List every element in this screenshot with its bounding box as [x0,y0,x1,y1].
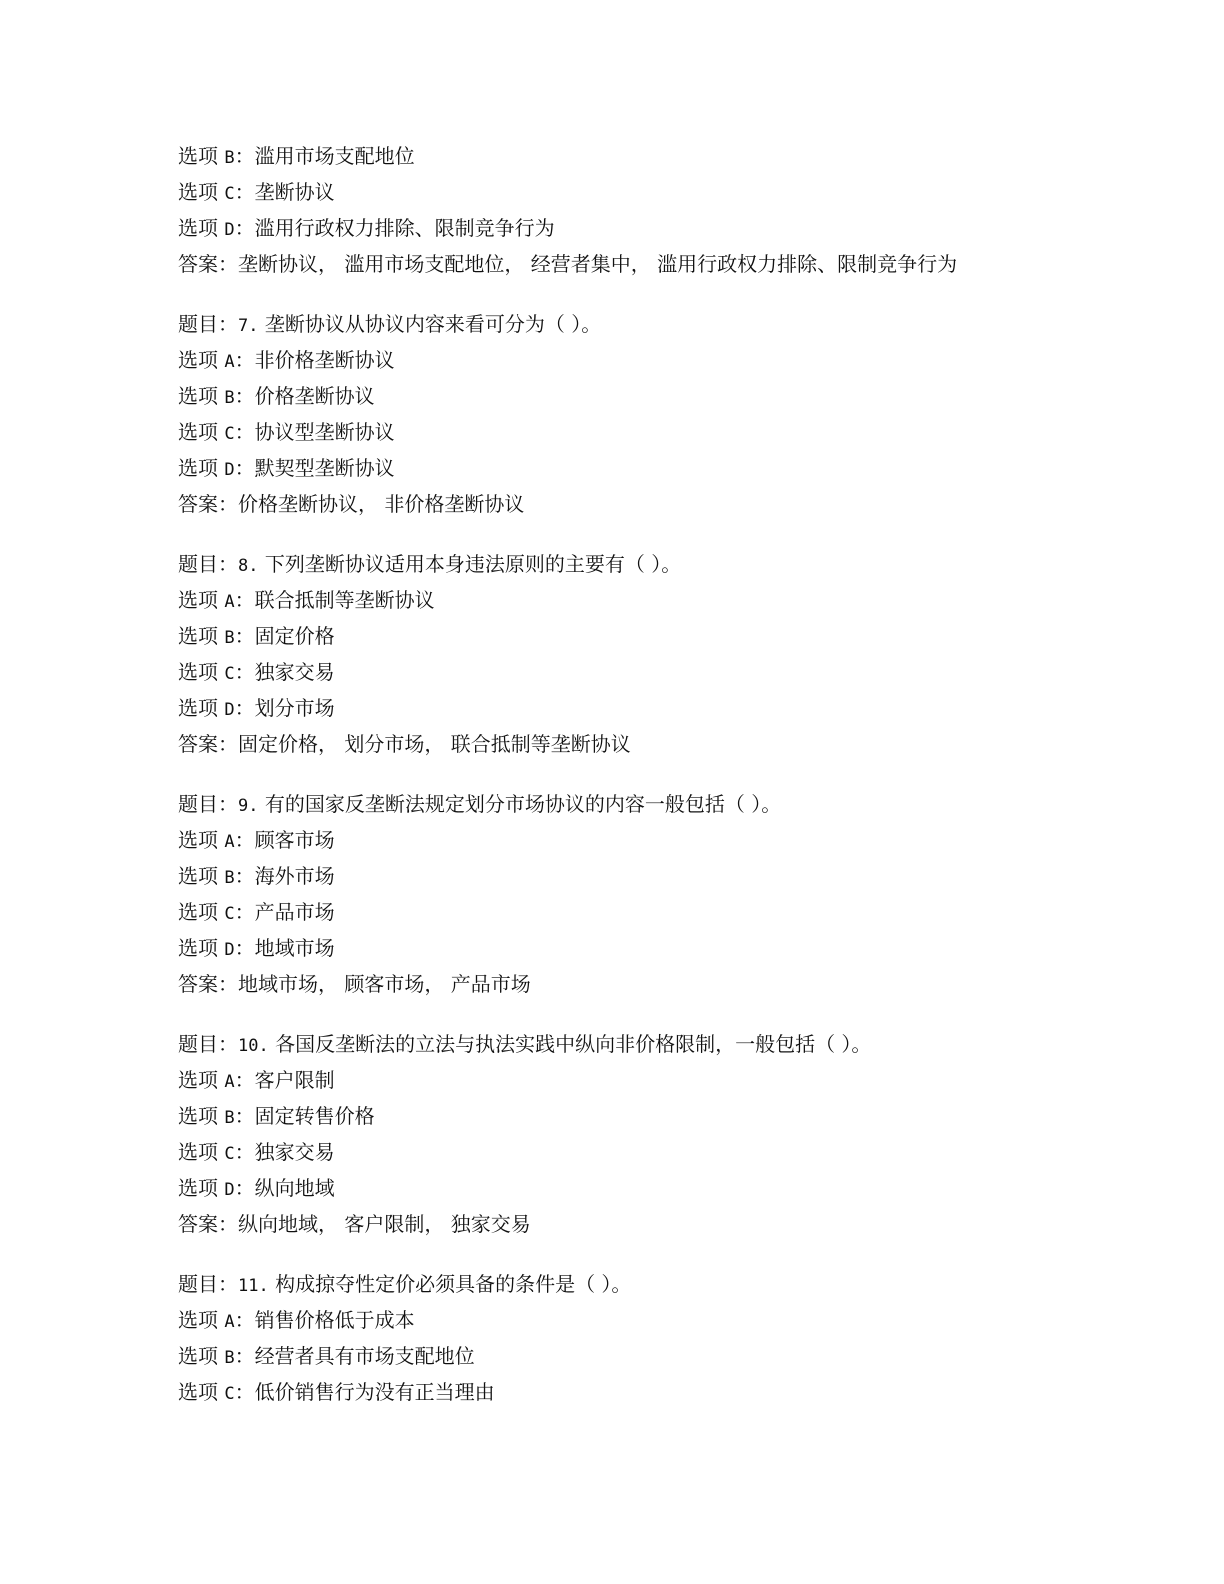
spacer [178,762,1078,786]
answer-text: 价格垄断协议， 非价格垄断协议 [238,492,525,516]
option-prefix: 选项 [178,588,225,612]
option-letter: C [224,1384,235,1404]
option-prefix: 选项 [178,456,225,480]
option-text: 独家交易 [254,660,335,684]
option-prefix: 选项 [178,180,225,204]
question-number: 7. [238,316,259,336]
question-prefix: 题目： [178,1272,238,1296]
answer-line [178,486,1078,522]
option-line [178,582,1078,618]
option-text: 产品市场 [254,900,335,924]
option-sep: ： [234,1140,255,1164]
option-sep: ： [234,1344,255,1368]
option-line [178,822,1078,858]
option-letter: B [224,868,235,888]
option-text: 顾客市场 [254,828,335,852]
option-letter: A [224,352,235,372]
question-text: 垄断协议从协议内容来看可分为（ ）。 [264,312,602,336]
option-prefix: 选项 [178,420,225,444]
question-prefix: 题目： [178,1032,238,1056]
question-block [178,306,1078,522]
option-prefix: 选项 [178,624,225,648]
question-number: 10. [238,1036,269,1056]
option-line [178,1338,1078,1374]
answer-prefix: 答案： [178,1212,238,1236]
option-letter: B [224,1108,235,1128]
option-line [178,1374,1078,1410]
option-letter: D [224,220,235,240]
question-number: 8. [238,556,259,576]
option-letter: A [224,1312,235,1332]
question-text: 有的国家反垄断法规定划分市场协议的内容一般包括（ ）。 [264,792,782,816]
answer-line [178,966,1078,1002]
option-sep: ： [234,1380,255,1404]
question-block [178,786,1078,1002]
option-line [178,1134,1078,1170]
question-line [178,1026,1078,1062]
option-text: 协议型垄断协议 [254,420,395,444]
option-sep: ： [234,588,255,612]
question-line [178,546,1078,582]
option-line [178,858,1078,894]
option-prefix: 选项 [178,1068,225,1092]
option-prefix: 选项 [178,828,225,852]
option-sep: ： [234,696,255,720]
question-prefix: 题目： [178,552,238,576]
option-prefix: 选项 [178,216,225,240]
option-text: 海外市场 [254,864,335,888]
answer-text: 固定价格， 划分市场， 联合抵制等垄断协议 [238,732,631,756]
option-line [178,1302,1078,1338]
option-text: 滥用市场支配地位 [254,144,415,168]
option-sep: ： [234,900,255,924]
option-letter: B [224,388,235,408]
option-line [178,210,1078,246]
question-block [178,546,1078,762]
answer-prefix: 答案： [178,972,238,996]
option-letter: C [224,424,235,444]
option-line [178,690,1078,726]
option-line [178,138,1078,174]
option-prefix: 选项 [178,1344,225,1368]
option-letter: B [224,628,235,648]
option-text: 销售价格低于成本 [254,1308,415,1332]
option-sep: ： [234,180,255,204]
option-line [178,342,1078,378]
option-text: 垄断协议 [254,180,335,204]
option-text: 默契型垄断协议 [254,456,395,480]
option-prefix: 选项 [178,1140,225,1164]
option-text: 纵向地域 [254,1176,335,1200]
spacer [178,1242,1078,1266]
option-sep: ： [234,624,255,648]
option-prefix: 选项 [178,696,225,720]
option-line [178,1098,1078,1134]
option-text: 划分市场 [254,696,335,720]
option-prefix: 选项 [178,1380,225,1404]
option-sep: ： [234,1068,255,1092]
document-page [178,138,1078,1410]
option-letter: C [224,184,235,204]
option-letter: A [224,1072,235,1092]
answer-prefix: 答案： [178,252,238,276]
answer-line [178,246,1078,282]
option-prefix: 选项 [178,900,225,924]
answer-prefix: 答案： [178,732,238,756]
option-sep: ： [234,348,255,372]
option-prefix: 选项 [178,1104,225,1128]
option-text: 固定转售价格 [254,1104,375,1128]
option-line [178,1062,1078,1098]
option-prefix: 选项 [178,384,225,408]
option-line [178,654,1078,690]
answer-line [178,1206,1078,1242]
answer-line [178,726,1078,762]
option-sep: ： [234,1308,255,1332]
option-line [178,618,1078,654]
option-sep: ： [234,420,255,444]
option-prefix: 选项 [178,1176,225,1200]
option-line [178,1170,1078,1206]
question-text: 各国反垄断法的立法与执法实践中纵向非价格限制，一般包括（ ）。 [275,1032,872,1056]
option-sep: ： [234,864,255,888]
option-sep: ： [234,216,255,240]
question-prefix: 题目： [178,792,238,816]
option-line [178,414,1078,450]
partial-question-block [178,138,1078,282]
question-line [178,306,1078,342]
option-line [178,450,1078,486]
option-letter: B [224,148,235,168]
question-line [178,1266,1078,1302]
option-letter: C [224,904,235,924]
option-sep: ： [234,456,255,480]
option-line [178,174,1078,210]
option-text: 滥用行政权力排除、限制竞争行为 [254,216,555,240]
option-prefix: 选项 [178,144,225,168]
option-prefix: 选项 [178,864,225,888]
option-letter: C [224,1144,235,1164]
answer-text: 纵向地域， 客户限制， 独家交易 [238,1212,531,1236]
option-text: 固定价格 [254,624,335,648]
question-number: 11. [238,1276,269,1296]
option-prefix: 选项 [178,348,225,372]
option-sep: ： [234,1176,255,1200]
option-sep: ： [234,828,255,852]
option-sep: ： [234,1104,255,1128]
option-sep: ： [234,144,255,168]
answer-prefix: 答案： [178,492,238,516]
option-prefix: 选项 [178,1308,225,1332]
option-letter: D [224,700,235,720]
question-prefix: 题目： [178,312,238,336]
answer-text: 垄断协议， 滥用市场支配地位， 经营者集中， 滥用行政权力排除、限制竞争行为 [238,252,958,276]
option-letter: D [224,940,235,960]
option-prefix: 选项 [178,660,225,684]
question-text: 下列垄断协议适用本身违法原则的主要有（ ）。 [264,552,682,576]
option-line [178,894,1078,930]
option-text: 价格垄断协议 [254,384,375,408]
option-text: 非价格垄断协议 [254,348,395,372]
option-sep: ： [234,660,255,684]
option-prefix: 选项 [178,936,225,960]
spacer [178,282,1078,306]
option-text: 独家交易 [254,1140,335,1164]
spacer [178,522,1078,546]
answer-text: 地域市场， 顾客市场， 产品市场 [238,972,531,996]
option-text: 客户限制 [254,1068,335,1092]
question-line [178,786,1078,822]
option-text: 联合抵制等垄断协议 [254,588,435,612]
option-letter: C [224,664,235,684]
spacer [178,1002,1078,1026]
option-letter: A [224,592,235,612]
option-letter: A [224,832,235,852]
option-text: 地域市场 [254,936,335,960]
option-sep: ： [234,384,255,408]
option-letter: B [224,1348,235,1368]
option-letter: D [224,460,235,480]
question-number: 9. [238,796,259,816]
option-line [178,378,1078,414]
question-text: 构成掠夺性定价必须具备的条件是（ ）。 [275,1272,632,1296]
option-line [178,930,1078,966]
option-text: 经营者具有市场支配地位 [254,1344,475,1368]
question-block [178,1266,1078,1410]
option-letter: D [224,1180,235,1200]
option-text: 低价销售行为没有正当理由 [254,1380,495,1404]
question-block [178,1026,1078,1242]
option-sep: ： [234,936,255,960]
